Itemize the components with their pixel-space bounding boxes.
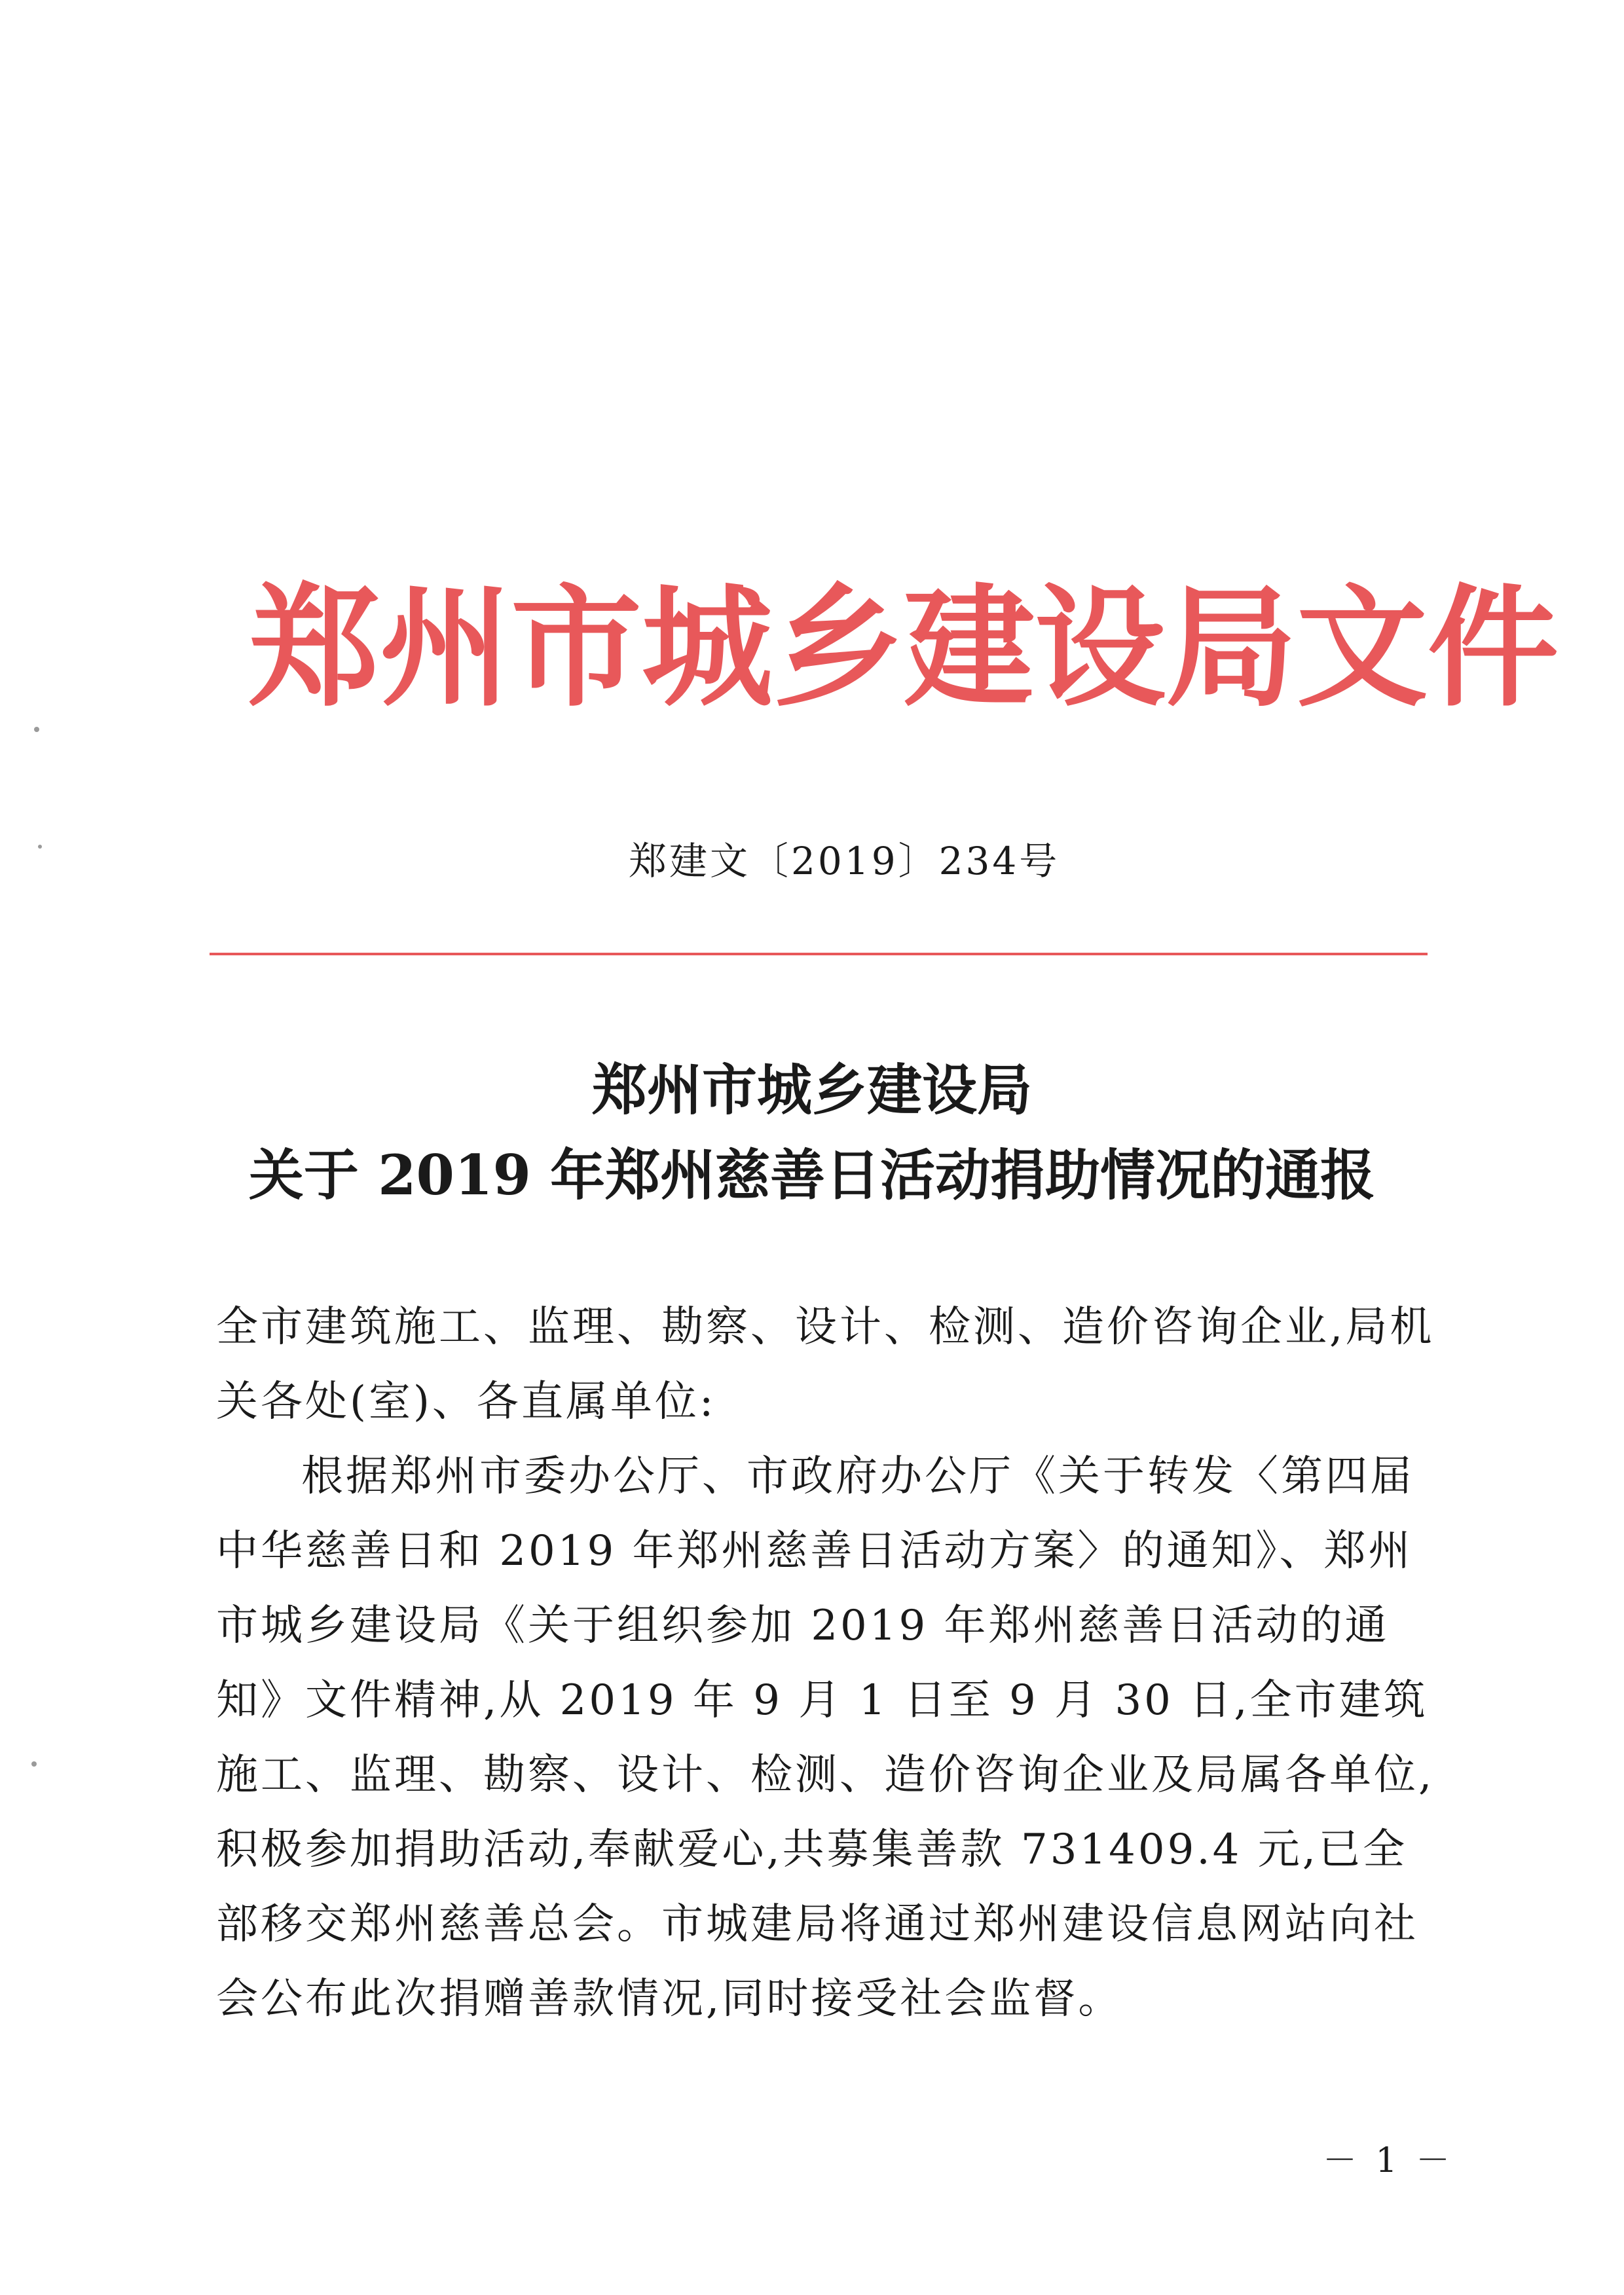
scan-speck (34, 727, 39, 732)
agency-header-title: 郑州市城乡建设局文件 (249, 571, 1559, 725)
scan-speck (31, 1761, 37, 1767)
body-paragraph: 根据郑州市委办公厅、市政府办公厅《关于转发〈第四届中华慈善日和 2019 年郑州慈善日活动方案〉的通知》、郑州市城乡建设局《关于组织参加 2019 年郑州慈善日活动的通知》文件精神,从 2019 年 9 月 1 日至 9 月 30 日,全市建筑施工、监理、勘察、设计、检测、造价咨询企业及局属各单位,积极参加捐助活动,奉献爱心,共募集善款 731409.4 元,已全部移交郑州慈善总会。市城建局将通过郑州建设信息网站向社会公布此次捐赠善款情况,同时接受社会监督。 (216, 1452, 1435, 2023)
notice-body (216, 1290, 1447, 2036)
notice-title-line-2: 关于 2019 年郑州慈善日活动捐助情况的通报 (248, 1143, 1376, 1207)
page-number: － 1 － (1323, 2141, 1454, 2180)
notice-title (196, 1048, 1428, 1218)
red-separator-line (210, 953, 1428, 955)
scan-speck (38, 845, 42, 849)
salutation: 全市建筑施工、监理、勘察、设计、检测、造价咨询企业,局机关各处(室)、各直属单位: (216, 1303, 1435, 1426)
document-number: 郑建文〔2019〕234号 (629, 839, 1060, 883)
notice-title-line-1: 郑州市城乡建设局 (591, 1057, 1032, 1122)
